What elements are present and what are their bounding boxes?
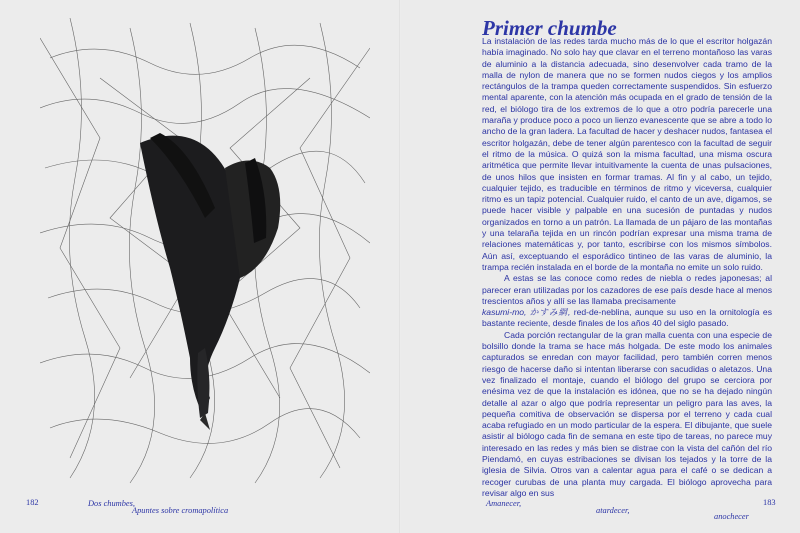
page-number-left: 182: [26, 498, 39, 507]
chapter-body: [482, 36, 772, 499]
chapter-title: Primer chumbe: [482, 16, 617, 40]
folio-subtitle: Apuntes sobre cromapolítica: [132, 506, 229, 515]
book-gutter: [399, 0, 401, 533]
folio-right-anochecer: anochecer: [714, 512, 749, 521]
kasumi-term: kasumi-mo, かすみ網,: [482, 307, 571, 318]
paragraph-2-continued: [482, 307, 772, 330]
folio-right-atardecer: atardecer,: [596, 506, 630, 515]
folio-right-amanecer: Amanecer,: [486, 499, 522, 508]
paragraph-2: A estas se las conoce como redes de niebla o redes japonesas; al parecer eran utilizadas por los cazadores de ese país desde hace al menos trescientos años y allí se las llamaba precisamente: [482, 273, 772, 306]
paragraph-1: La instalación de las redes tarda mucho más de lo que el escritor holgazán había imaginado. No solo hay que clavar en el terreno montañoso las varas de aluminio a la distancia adecuada, sino desenvolver cada tramo de la malla de nylon de manera que no se formen nudos ciegos y los amplios rectángulos de la trampa queden correctamente suspendidos. Sin esfuerzo mental aparente, con la atención más ocupada en el grado de tensión de la red, el biólogo tira de los extremos de lo que a otro podría parecerle una maraña y produce poco a poco un lienzo evanescente que se abre a todo lo ancho de la gran ladera. La facultad de hacer y deshacer nudos, fantasea el escritor holgazán, debe de tener algún parentesco con la facultad de seguir el ritmo de la música. O quizá son la misma facultad, una misma oscura aritmética que permite llevar intuitivamente la cuenta de unas pulsaciones, de unos hilos que insisten en formar tramas. Al fin y al cabo, un tejido, cualquier tejido, es traducible en términos de ritmo y viceversa, cualquier ritmo es un tapiz potencial. Cualquier ruido, el canto de un ave, digamos, se puede hacer visible y palpable en una sucesión de puntadas y nudos organizados en torno a un patrón. La llamada de un pájaro de las montañas y una telaraña tejida en un rincón podrían expresar una misma trama de relaciones matemáticas y, por tanto, escribirse con los mismos símbolos. Aún así, exceptuando el esporádico tintineo de las varas de aluminio, la trampa recién instalada en el borde de la montaña no emite un solo ruido.: [482, 36, 773, 272]
paragraph-2-end: red-de-neblina, aunque su uso en la ornitología es bastante reciente, desde finales de los años 40 del siglo pasado.: [482, 307, 773, 329]
folio-book-title: Dos chumbes,: [88, 499, 135, 508]
paragraph-3: Cada porción rectangular de la gran malla cuenta con una especie de bolsillo donde la trama se hace más holgada. De este modo los animales capturados se enredan con mayor facilidad, pero también corren menos riesgo de hacerse daño si intentan liberarse con sacudidas o aletazos. Una vez finalizado el montaje, cuando el biólogo del grupo se cerciora por enésima vez de que la instalación es idónea, que no se ha dejado ningún detalle al azar o algo que podría representar un peligro para las aves, la pequeña comitiva de observación se dispersa por el terreno y cada cual acaba refugiado en un modo particular de la espera. El dibujante, que suele asistir al biólogo cada fin de semana en este tipo de tareas, no parece muy interesado en las redes y más bien se distrae con la vista del cañón del río Piendamó, en cuyas estribaciones se divisan los tejados y la torre de la iglesia de Silvia. Otros van a calentar agua para el café o se dedican a recoger curubas de una planta muy cargada. El biólogo aprovecha para revisar algo en sus: [482, 329, 772, 498]
page-number-right: 183: [763, 498, 776, 507]
bird-in-net-illustration: [40, 18, 370, 488]
